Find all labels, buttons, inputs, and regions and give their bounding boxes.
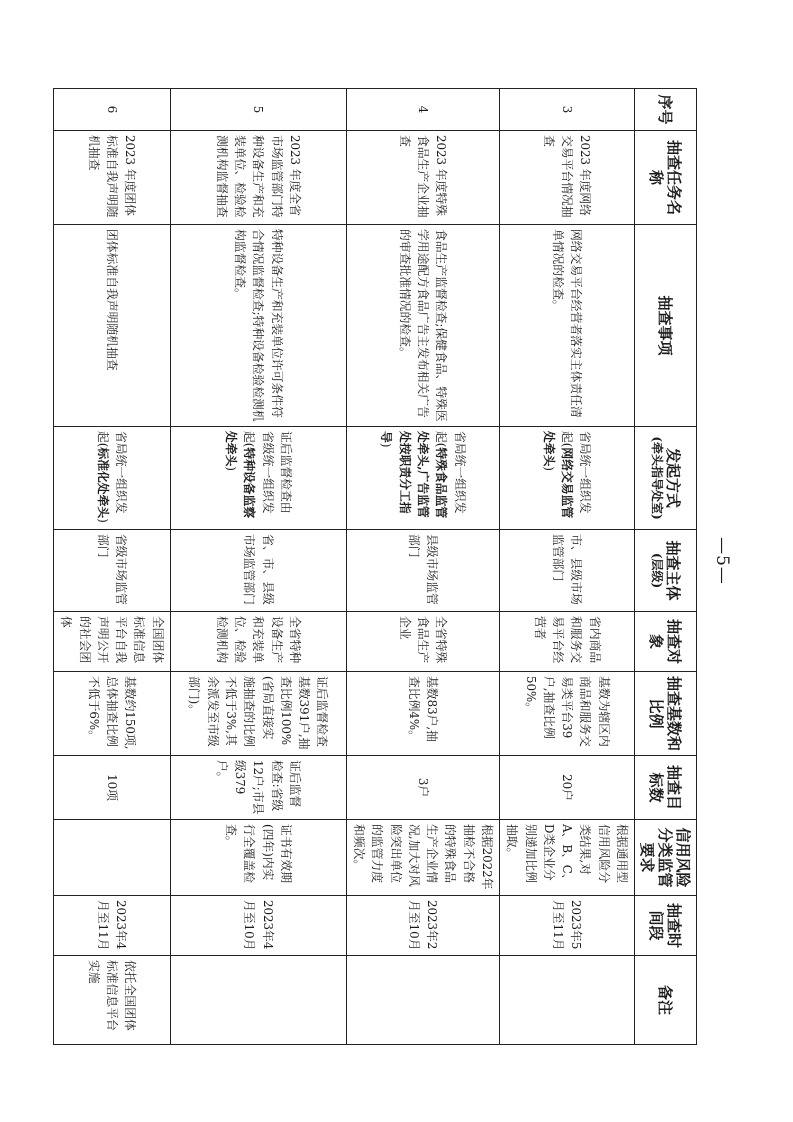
header-subject-sub: (层级) xyxy=(649,552,664,589)
cell-target: 20户 xyxy=(500,756,635,820)
header-task: 抽查任务名称 xyxy=(635,131,697,225)
header-target: 抽查目标数 xyxy=(635,756,697,820)
cell-object: 全省特殊食品生产企业 xyxy=(346,612,499,672)
cell-note xyxy=(500,956,635,1045)
cell-no: 6 xyxy=(54,89,171,131)
initiate-bold: 网络交易监管处牵头 xyxy=(541,431,575,519)
initiate-post: ) xyxy=(224,466,238,472)
header-note: 备注 xyxy=(635,956,697,1045)
initiate-post: ) xyxy=(95,518,110,523)
cell-credit: 根据2022年抽检不合格的特殊食品生产企业情况,加大对风险突出单位的监管力度和频次。 xyxy=(346,820,499,896)
cell-task: 2023 年度全省市场监管部门特种设备生产和充装单位、检验检测机构监督抽查 xyxy=(170,131,346,225)
cell-no: 5 xyxy=(170,89,346,131)
header-object: 抽查对象 xyxy=(635,612,697,672)
table-row xyxy=(54,89,171,1045)
page-number-text: —5— xyxy=(712,537,733,585)
cell-items: 团体标准自我声明随机抽查 xyxy=(54,225,171,427)
inspection-table xyxy=(53,88,697,1045)
initiate-bold: 标准化处牵头 xyxy=(95,447,110,519)
header-items: 抽查事项 xyxy=(635,225,697,427)
header-credit: 信用风险分类监管要求 xyxy=(635,820,697,896)
header-initiate-sub: (牵头指导处室) xyxy=(649,436,664,520)
cell-period: 2023年4月至10月 xyxy=(170,896,346,956)
cell-items: 特种设备生产和充装单位许可条件符合情况监督检查;特种设备检验检测机构监督检查。 xyxy=(170,225,346,427)
initiate-pre: 省局统一组织发起( xyxy=(560,431,593,514)
rotated-table-container xyxy=(59,88,697,1044)
page-number xyxy=(702,0,742,1122)
cell-no: 4 xyxy=(346,89,499,131)
cell-initiate xyxy=(346,427,499,530)
cell-object: 全省特种设备生产和充装单位、检验检测机构 xyxy=(170,612,346,672)
cell-target: 10项 xyxy=(54,756,171,820)
initiate-post: ) xyxy=(379,442,394,448)
initiate-bold: 特殊食品监管处牵头,广告监管处按职责分工指导 xyxy=(379,431,449,519)
cell-credit: 根据通用型信用风险分类结果,对A、B、C、D类企业分别递加比例抽取。 xyxy=(500,820,635,896)
table-row xyxy=(346,89,499,1045)
cell-base: 基数为辖区内商品和服务交易类平台39户,抽查比例50%。 xyxy=(500,672,635,756)
cell-object: 省内商品和服务交易平台经营者 xyxy=(500,612,635,672)
header-row xyxy=(635,89,697,1045)
initiate-pre: 省局统一组织发起( xyxy=(95,431,129,514)
cell-initiate xyxy=(54,427,171,530)
cell-period: 2023年5月至11月 xyxy=(500,896,635,956)
table-row xyxy=(500,89,635,1045)
table-row xyxy=(170,89,346,1045)
cell-period: 2023年2月至10月 xyxy=(346,896,499,956)
cell-note: 依托全国团体标准信息平台实施 xyxy=(54,956,171,1045)
cell-subject: 市、县级市场监管部门 xyxy=(500,530,635,612)
initiate-pre: 省局统一组织发起( xyxy=(434,431,467,514)
cell-initiate xyxy=(500,427,635,530)
cell-base: 基数约150项,总体抽查比例不低于6%。 xyxy=(54,672,171,756)
cell-base: 基数83户,抽查比例4%。 xyxy=(346,672,499,756)
cell-subject: 省、市、县级市场监管部门 xyxy=(170,530,346,612)
header-period: 抽查时间段 xyxy=(635,896,697,956)
cell-credit xyxy=(54,820,171,896)
cell-note xyxy=(170,956,346,1045)
initiate-pre: 证后监督检查由省级统一组织发起( xyxy=(242,431,293,514)
cell-subject: 省级市场监管部门 xyxy=(54,530,171,612)
cell-credit: 证书有效期(四年)内实行全覆盖检查。 xyxy=(170,820,346,896)
initiate-post: ) xyxy=(541,466,556,472)
cell-object: 全国团体标准信息平台自我声明公开的社会团体 xyxy=(54,612,171,672)
header-subject-main: 抽查主体 xyxy=(663,540,682,601)
header-no: 序号 xyxy=(635,89,697,131)
cell-base: 证后监督检查基数391户,抽查比例100%(省局直接实施抽查的比例不低于3%,其余派发至市级部门)。 xyxy=(170,672,346,756)
cell-subject: 县级市场监管部门 xyxy=(346,530,499,612)
cell-target: 3户 xyxy=(346,756,499,820)
cell-no: 3 xyxy=(500,89,635,131)
cell-items: 食品生产监督检查;保健食品、特殊医学用途配方食品广告主发布相关广告的审查批准情况的检查。 xyxy=(346,225,499,427)
header-initiate-main: 发起方式 xyxy=(663,447,682,508)
cell-task: 2023 年度团体标准自我声明随机抽查 xyxy=(54,131,171,225)
header-initiate xyxy=(635,427,697,530)
cell-initiate xyxy=(170,427,346,530)
cell-period: 2023年4月至11月 xyxy=(54,896,171,956)
initiate-bold: 特种设备监察处牵头 xyxy=(224,431,257,519)
cell-target: 证后监督检查:省级12户;市县级379户。 xyxy=(170,756,346,820)
cell-task: 2023 年度特殊食品生产企业抽查 xyxy=(346,131,499,225)
header-base: 抽查基数和比例 xyxy=(635,672,697,756)
cell-note xyxy=(346,956,499,1045)
cell-task: 2023 年度网络交易平台情况抽查 xyxy=(500,131,635,225)
header-subject xyxy=(635,530,697,612)
cell-items: 网络交易平台经营者落实主体责任清单情况的检查。 xyxy=(500,225,635,427)
